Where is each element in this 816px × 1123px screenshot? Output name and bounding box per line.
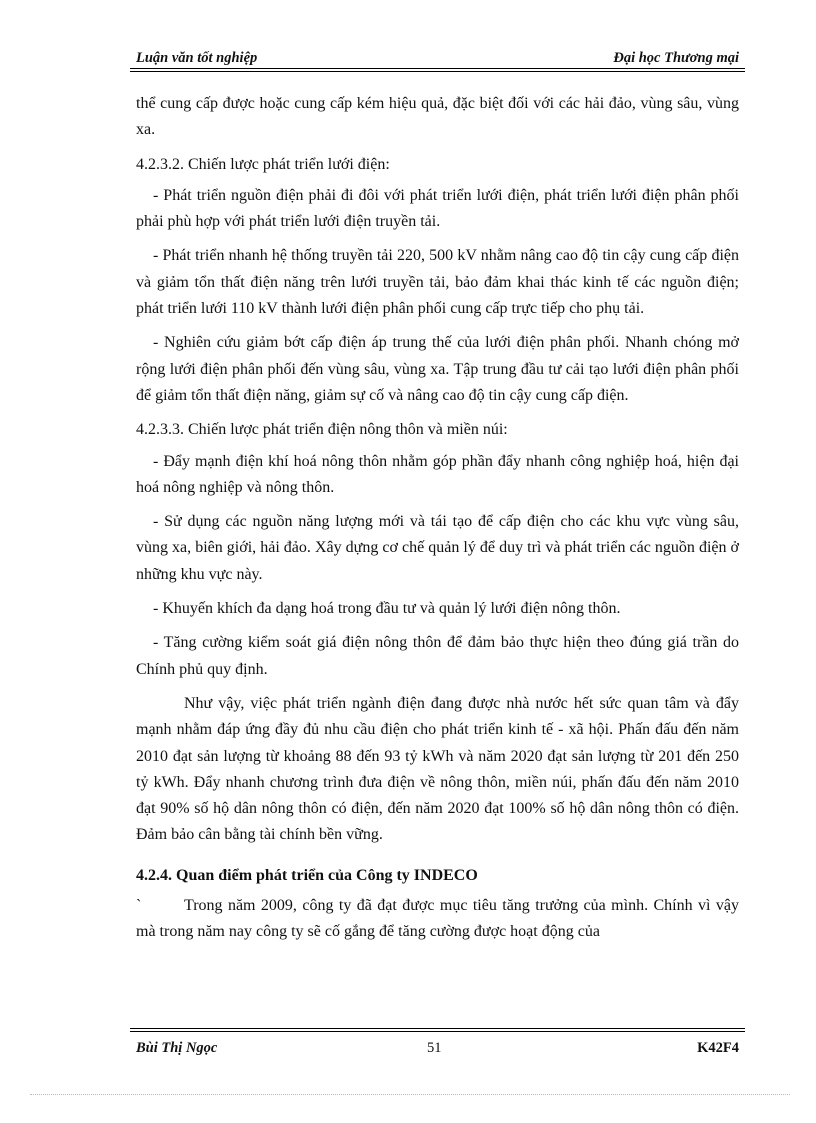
summary-paragraph: Như vậy, việc phát triển ngành điện đang được nhà nước hết sức quan tâm và đẩy mạnh nhằm đáp ứng đầy đủ nhu cầu điện cho phát triển kinh tế - xã hội. Phấn đấu đến năm 2010 đạt sản lượng từ khoảng 88 đến 93 tỷ kWh và năm 2020 đạt sản lượng từ 201 đến 250 tỷ kWh. Đẩy nhanh chương trình đưa điện về nông thôn, miền núi, phấn đấu đến năm 2010 đạt 90% số hộ dân nông thôn có điện, đến năm 2020 đạt 100% số hộ dân nông thôn có điện. Đảm bảo cân bằng tài chính bền vững. <box>136 694 739 844</box>
page-boundary <box>30 1094 790 1095</box>
bullet-paragraph: - Khuyến khích đa dạng hoá trong đầu tư và quản lý lưới điện nông thôn. <box>153 600 621 618</box>
subsection-heading: 4.2.3.2. Chiến lược phát triển lưới điện: <box>136 155 390 173</box>
page-header <box>136 50 739 70</box>
header-rule-thin <box>130 71 745 72</box>
footer-rule-thin <box>130 1028 745 1029</box>
section-heading: 4.2.4. Quan điểm phát triển của Công ty INDECO <box>136 866 478 884</box>
page-number: 51 <box>427 1040 442 1056</box>
class-code: K42F4 <box>697 1040 739 1056</box>
bullet-paragraph: - Sử dụng các nguồn năng lượng mới và tái tạo để cấp điện cho các khu vực vùng sâu, vùng xa, biên giới, hải đảo. Xây dựng cơ chế quản lý để duy trì và phát triển các nguồn điện ở những khu vực này. <box>136 513 739 583</box>
footer-rule <box>130 1031 745 1032</box>
bullet-paragraph: - Phát triển nguồn điện phải đi đôi với phát triển lưới điện, phát triển lưới điện phân phối phải phù hợp với phát triển lưới điện truyền tải. <box>136 186 739 231</box>
bullet-paragraph: - Phát triển nhanh hệ thống truyền tải 220, 500 kV nhằm nâng cao độ tin cậy cung cấp điện và giảm tổn thất điện năng trên lưới truyền tải, bảo đảm khai thác kinh tế các nguồn điện; phát triển lưới 110 kV thành lưới điện phân phối cung cấp trực tiếp cho phụ tải. <box>136 247 739 318</box>
university-label: Đại học Thương mại <box>613 50 739 66</box>
page-body <box>136 91 739 954</box>
paragraph <box>136 893 739 946</box>
author-name: Bùi Thị Ngọc <box>136 1040 218 1056</box>
paragraph-text: Trong năm 2009, công ty đã đạt được mục tiêu tăng trưởng của mình. Chính vì vậy mà trong năm nay công ty sẽ cố gắng để tăng cường được hoạt động của <box>136 897 739 941</box>
stray-mark: ` <box>136 897 142 915</box>
bullet-paragraph: - Đẩy mạnh điện khí hoá nông thôn nhằm góp phần đẩy nhanh công nghiệp hoá, hiện đại hoá nông nghiệp và nông thôn. <box>136 452 739 496</box>
thesis-label: Luận văn tốt nghiệp <box>136 50 258 66</box>
header-rule <box>130 68 745 69</box>
bullet-paragraph: - Tăng cường kiểm soát giá điện nông thôn để đảm bảo thực hiện theo đúng giá trần do Chính phủ quy định. <box>136 634 739 678</box>
paragraph: thể cung cấp được hoặc cung cấp kém hiệu quả, đặc biệt đối với các hải đảo, vùng sâu, vùng xa. <box>136 95 739 139</box>
page-footer <box>136 1040 739 1060</box>
subsection-heading: 4.2.3.3. Chiến lược phát triển điện nông thôn và miền núi: <box>136 421 508 439</box>
bullet-paragraph: - Nghiên cứu giảm bớt cấp điện áp trung thế của lưới điện phân phối. Nhanh chóng mở rộng lưới điện phân phối đến vùng sâu, vùng xa. Tập trung đầu tư cải tạo lưới điện phân phối để giảm tổn thất điện năng, giảm sự cố và nâng cao độ tin cậy cung cấp điện. <box>136 334 739 404</box>
